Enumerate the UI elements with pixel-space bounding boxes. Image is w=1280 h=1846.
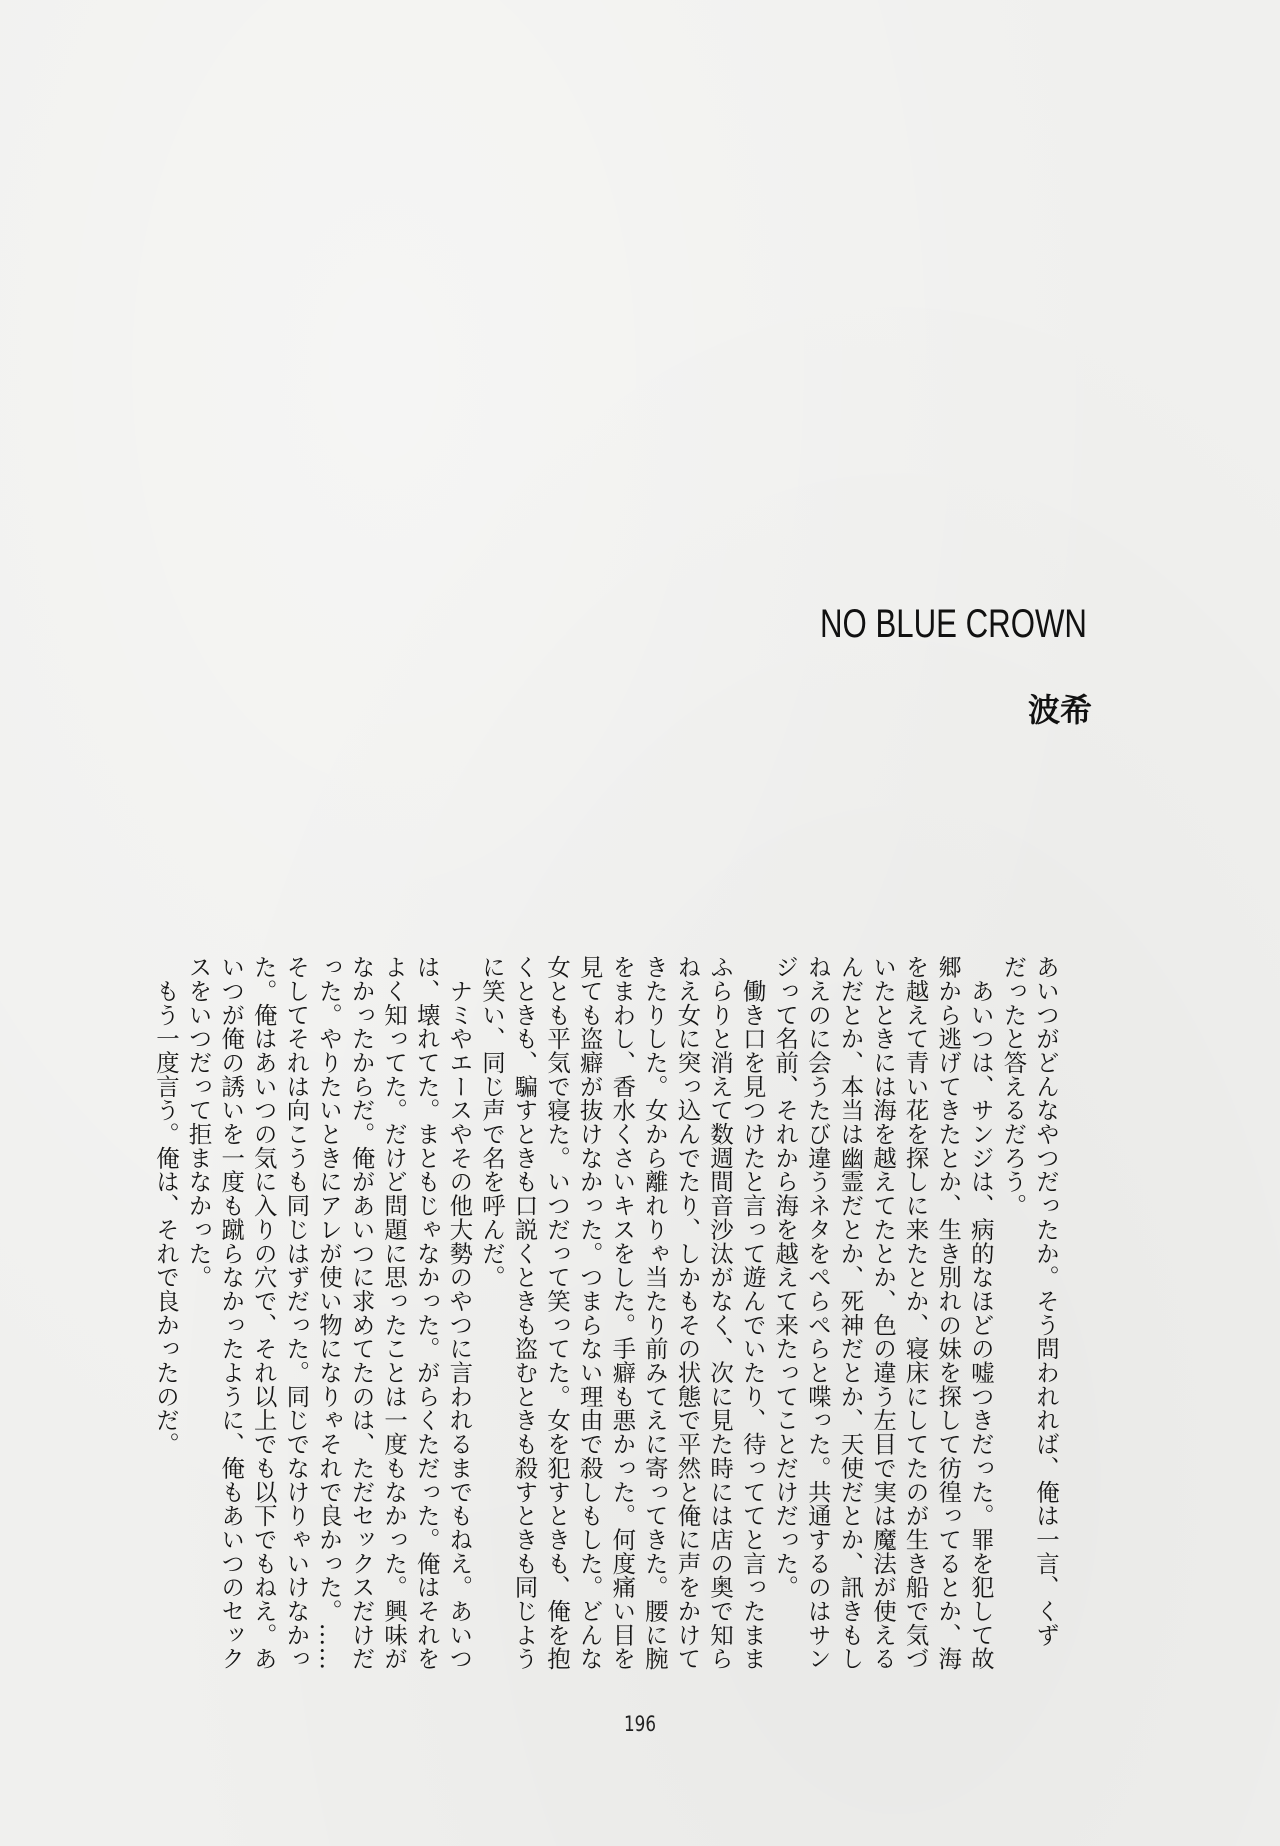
text-column: ねえのに会うたび違うネタをぺらぺらと喋った。共通するのはサン bbox=[803, 955, 832, 1671]
text-column: 働き口を見つけたと言って遊んでいたり、待っててと言ったまま bbox=[738, 955, 767, 1671]
text-column: そしてそれは向こうも同じはずだった。同じでなけりゃいけなかっ bbox=[282, 955, 311, 1671]
text-column: ふらりと消えて数週間音沙汰がなく、次に見た時には店の奥で知ら bbox=[706, 955, 735, 1671]
text-column: を越えて青い花を探しに来たとか、寝床にしてたのが生き船で気づ bbox=[901, 955, 930, 1671]
story-body bbox=[149, 955, 1062, 1671]
text-column: もう一度言う。俺は、それで良かったのだ。 bbox=[151, 955, 180, 1456]
text-column: よく知ってた。だけど問題に思ったことは一度もなかった。興味が bbox=[380, 955, 409, 1671]
text-column: 女とも平気で寝た。いつだって笑ってた。女を犯すときも、俺を抱 bbox=[543, 955, 572, 1671]
author-name: 波希 bbox=[1028, 691, 1093, 729]
text-column: スをいつだって拒まなかった。 bbox=[184, 955, 213, 1289]
text-column: なかったからだ。俺があいつに求めてたのは、ただセックスだけだ bbox=[347, 955, 376, 1671]
text-column: ジって名前、それから海を越えて来たってことだけだった。 bbox=[771, 955, 800, 1599]
text-column: くときも、騙すときも口説くときも盗むときも殺すときも同じよう bbox=[510, 955, 539, 1671]
text-column: あいつがどんなやつだったか。そう問われれば、俺は一言、くず bbox=[1032, 955, 1060, 1647]
text-column: た。俺はあいつの気に入りの穴で、それ以上でも以下でもねえ。あ bbox=[249, 955, 278, 1671]
text-column: んだとか、本当は幽霊だとか、死神だとか、天使だとか、訊きもし bbox=[836, 955, 865, 1671]
text-column: いたときには海を越えてたとか、色の違う左目で実は魔法が使える bbox=[869, 955, 898, 1671]
text-column: をまわし、香水くさいキスをした。手癖も悪かった。何度痛い目を bbox=[608, 955, 637, 1671]
text-column: ねえ女に突っ込んでたり、しかもその状態で平然と俺に声をかけて bbox=[673, 955, 702, 1671]
text-column: あいつは、サンジは、病的なほどの嘘つきだった。罪を犯して故 bbox=[966, 955, 995, 1671]
text-column: に笑い、同じ声で名を呼んだ。 bbox=[477, 955, 506, 1289]
text-column: 見ても盗癖が抜けなかった。つまらない理由で殺しもした。どんな bbox=[575, 955, 604, 1671]
text-column: った。やりたいときにアレが使い物になりゃそれで良かった。…… bbox=[314, 955, 343, 1671]
text-column: ナミやエースやその他大勢のやつに言われるまでもねえ。あいつ bbox=[445, 955, 474, 1671]
page-number: 196 bbox=[623, 1712, 657, 1736]
text-column: だったと答えるだろう。 bbox=[999, 955, 1028, 1218]
text-column: 郷から逃げてきたとか、生き別れの妹を探して彷徨ってるとか、海 bbox=[934, 955, 963, 1671]
text-column: いつが俺の誘いを一度も蹴らなかったように、俺もあいつのセック bbox=[217, 955, 246, 1671]
text-column: は、壊れてた。まともじゃなかった。がらくただった。俺はそれを bbox=[412, 955, 441, 1671]
story-title: NO BLUE CROWN bbox=[820, 602, 1087, 646]
text-column: きたりした。女から離れりゃ当たり前みてえに寄ってきた。腰に腕 bbox=[640, 955, 669, 1671]
